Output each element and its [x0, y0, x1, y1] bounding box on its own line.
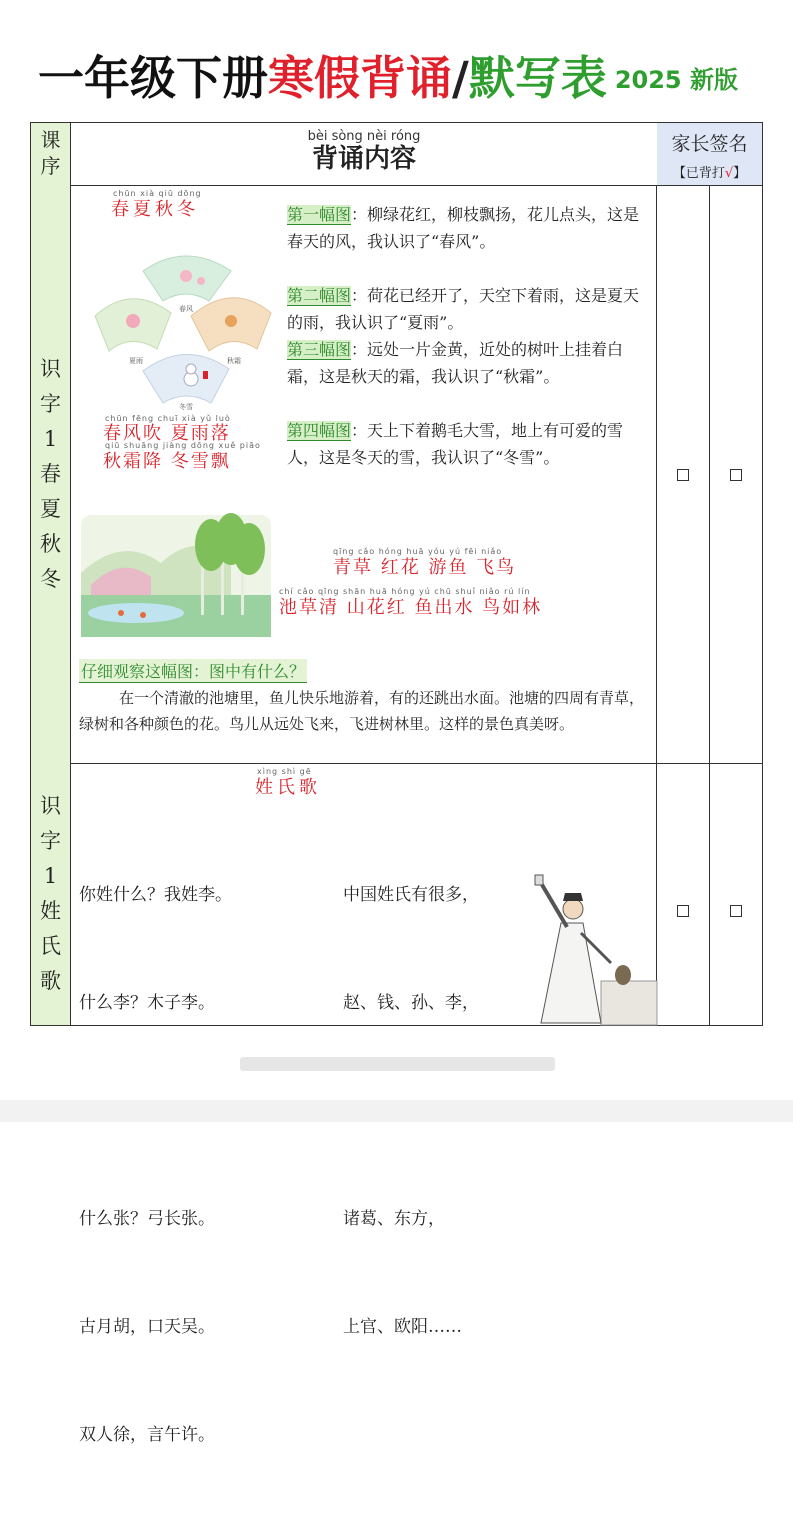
header-content-pinyin: bèi sòng nèi róng — [307, 129, 421, 144]
course-char: 夏 — [40, 496, 61, 521]
course-char: 字 — [40, 829, 61, 853]
course-char: 秋 — [40, 531, 61, 556]
picture-2-tag: 第二幅图 — [287, 286, 352, 305]
pond-landscape-illustration — [81, 515, 271, 637]
phrase-right-1: 青草 红花 游鱼 飞鸟 — [333, 557, 517, 578]
lesson-content-1 — [71, 185, 657, 763]
course-char: 氏 — [40, 934, 61, 958]
observation-question: 仔细观察这幅图：图中有什么？ — [79, 659, 307, 683]
verse-line: 诸葛、东方， — [343, 1209, 445, 1229]
header-course — [31, 123, 71, 185]
title-edition: 2025 新版 — [614, 66, 738, 94]
sign-cell-written — [710, 185, 762, 763]
fan-label-spring: 春风 — [179, 305, 193, 313]
sign-cell-recited-2 — [657, 763, 710, 1025]
checkbox-written-2[interactable] — [730, 905, 742, 917]
picture-2-text: ：荷花已经开了，天空下着雨，这是夏天的雨，我认识了“夏雨”。 — [287, 286, 640, 332]
verse-line: 中国姓氏有很多， — [343, 885, 479, 905]
footer-bar — [0, 1100, 793, 1122]
phrase-right-2: 池草清 山花红 鱼出水 鸟如林 — [279, 597, 543, 618]
title-dictation: 默写表 — [468, 51, 607, 105]
winter-fan-icon — [143, 354, 229, 403]
poem-title-2-pinyin: xìng shì gē — [257, 767, 312, 776]
phrase-left-2-pinyin: qiū shuāng jiàng dōng xuě piāo — [105, 441, 261, 450]
recitation-table — [30, 122, 763, 1445]
checkbox-recited[interactable] — [677, 469, 689, 481]
verse-line: 什么李？木子李。 — [79, 993, 215, 1013]
phrase-left-2: 秋霜降 冬雪飘 — [103, 451, 231, 472]
picture-1-text: ：柳绿花红，柳枝飘扬，花儿点头，这是春天的风，我认识了“春风”。 — [287, 205, 640, 251]
fan-label-autumn: 秋霜 — [227, 357, 241, 365]
scene-description: 在一个清澈的池塘里，鱼儿快乐地游着，有的还跳出水面。池塘的四周有青草，绿树和各种颜色的花。鸟儿从远处飞来，飞进树林里。这样的景色真美呀。 — [79, 689, 645, 733]
paragraph-picture-1 — [287, 201, 653, 255]
course-char: 春 — [40, 461, 61, 486]
paragraph-picture-2 — [287, 282, 653, 336]
header-sign-label: 家长签名 — [671, 133, 748, 155]
title-recite: 寒假背诵 — [268, 51, 452, 105]
phrase-left-1: 春风吹 夏雨落 — [103, 423, 231, 444]
header-course-label: 课序 — [40, 128, 61, 178]
verse-line: 赵、钱、孙、李， — [343, 993, 479, 1013]
table-header — [31, 123, 762, 186]
checkbox-recited-2[interactable] — [677, 905, 689, 917]
check-mark-icon: √ — [724, 166, 734, 181]
title-grade: 一年级下册 — [38, 51, 268, 105]
four-seasons-fans-illustration — [91, 221, 281, 411]
picture-4-tag: 第四幅图 — [287, 421, 352, 440]
blurred-footer-text — [240, 1057, 555, 1071]
fan-label-winter: 冬雪 — [179, 403, 193, 411]
verse-line: 双人徐，言午许。 — [79, 1425, 215, 1445]
paragraph-picture-3 — [287, 336, 653, 390]
course-char: 识 — [40, 794, 61, 818]
poem-title-pinyin: chūn xià qiū dōng — [113, 189, 202, 198]
verse-line: 什么张？弓长张。 — [79, 1209, 215, 1229]
verse-line: 你姓什么？我姓李。 — [79, 885, 232, 905]
header-sign-note — [657, 162, 762, 181]
verse-line: 古月胡，口天吴。 — [79, 1317, 215, 1337]
picture-4-text: ：天上下着鹅毛大雪，地上有可爱的雪人，这是冬天的雪，我认识了“冬雪”。 — [287, 421, 624, 467]
picture-1-tag: 第一幅图 — [287, 205, 352, 224]
ancient-scholar-illustration — [501, 863, 657, 1025]
poem-title-2: 姓氏歌 — [255, 777, 321, 798]
sign-cell-recited — [657, 185, 710, 763]
course-char: 冬 — [40, 566, 61, 591]
course-char: 歌 — [40, 969, 61, 993]
verse-line: 上官、欧阳…… — [343, 1317, 462, 1337]
picture-3-text: ：远处一片金黄，近处的树叶上挂着白霜，这是秋天的霜，我认识了“秋霜”。 — [287, 340, 624, 386]
lesson-row-spring-summer-autumn-winter — [31, 185, 762, 764]
phrase-right-2-pinyin: chí cǎo qīng shān huā hóng yú chū shuǐ niǎo rú lín — [279, 587, 531, 596]
sign-note-prefix: 【已背打 — [672, 166, 725, 181]
course-char: 1 — [43, 864, 58, 888]
header-content — [71, 123, 658, 185]
phrase-left-1-pinyin: chūn fēng chuī xià yǔ luò — [105, 414, 231, 423]
poem-title: 春夏秋冬 — [111, 199, 199, 220]
autumn-fan-icon — [191, 298, 271, 351]
lesson-content-2 — [71, 763, 657, 1445]
lesson-course-1 — [31, 185, 71, 763]
course-char: 字 — [40, 391, 61, 416]
fan-label-summer: 夏雨 — [129, 357, 143, 365]
picture-3-tag: 第三幅图 — [287, 340, 352, 359]
course-char: 姓 — [40, 899, 61, 923]
lesson-row-surname-song — [31, 763, 762, 1445]
paragraph-picture-4 — [287, 417, 653, 471]
page-title — [38, 48, 738, 108]
checkbox-written[interactable] — [730, 469, 742, 481]
lesson-course-2 — [31, 763, 71, 1025]
header-sign — [657, 123, 762, 185]
header-content-label: 背诵内容 — [311, 144, 416, 174]
title-slash: / — [452, 51, 469, 105]
sign-cell-written-2 — [710, 763, 762, 1025]
course-char: 1 — [43, 426, 58, 451]
summer-fan-icon — [95, 299, 171, 351]
phrase-right-1-pinyin: qīng cǎo hóng huā yóu yú fēi niǎo — [333, 547, 503, 556]
sign-note-suffix: 】 — [733, 166, 747, 181]
spring-fan-icon — [143, 256, 231, 301]
course-char: 识 — [40, 356, 61, 381]
verse-left — [79, 805, 232, 1525]
